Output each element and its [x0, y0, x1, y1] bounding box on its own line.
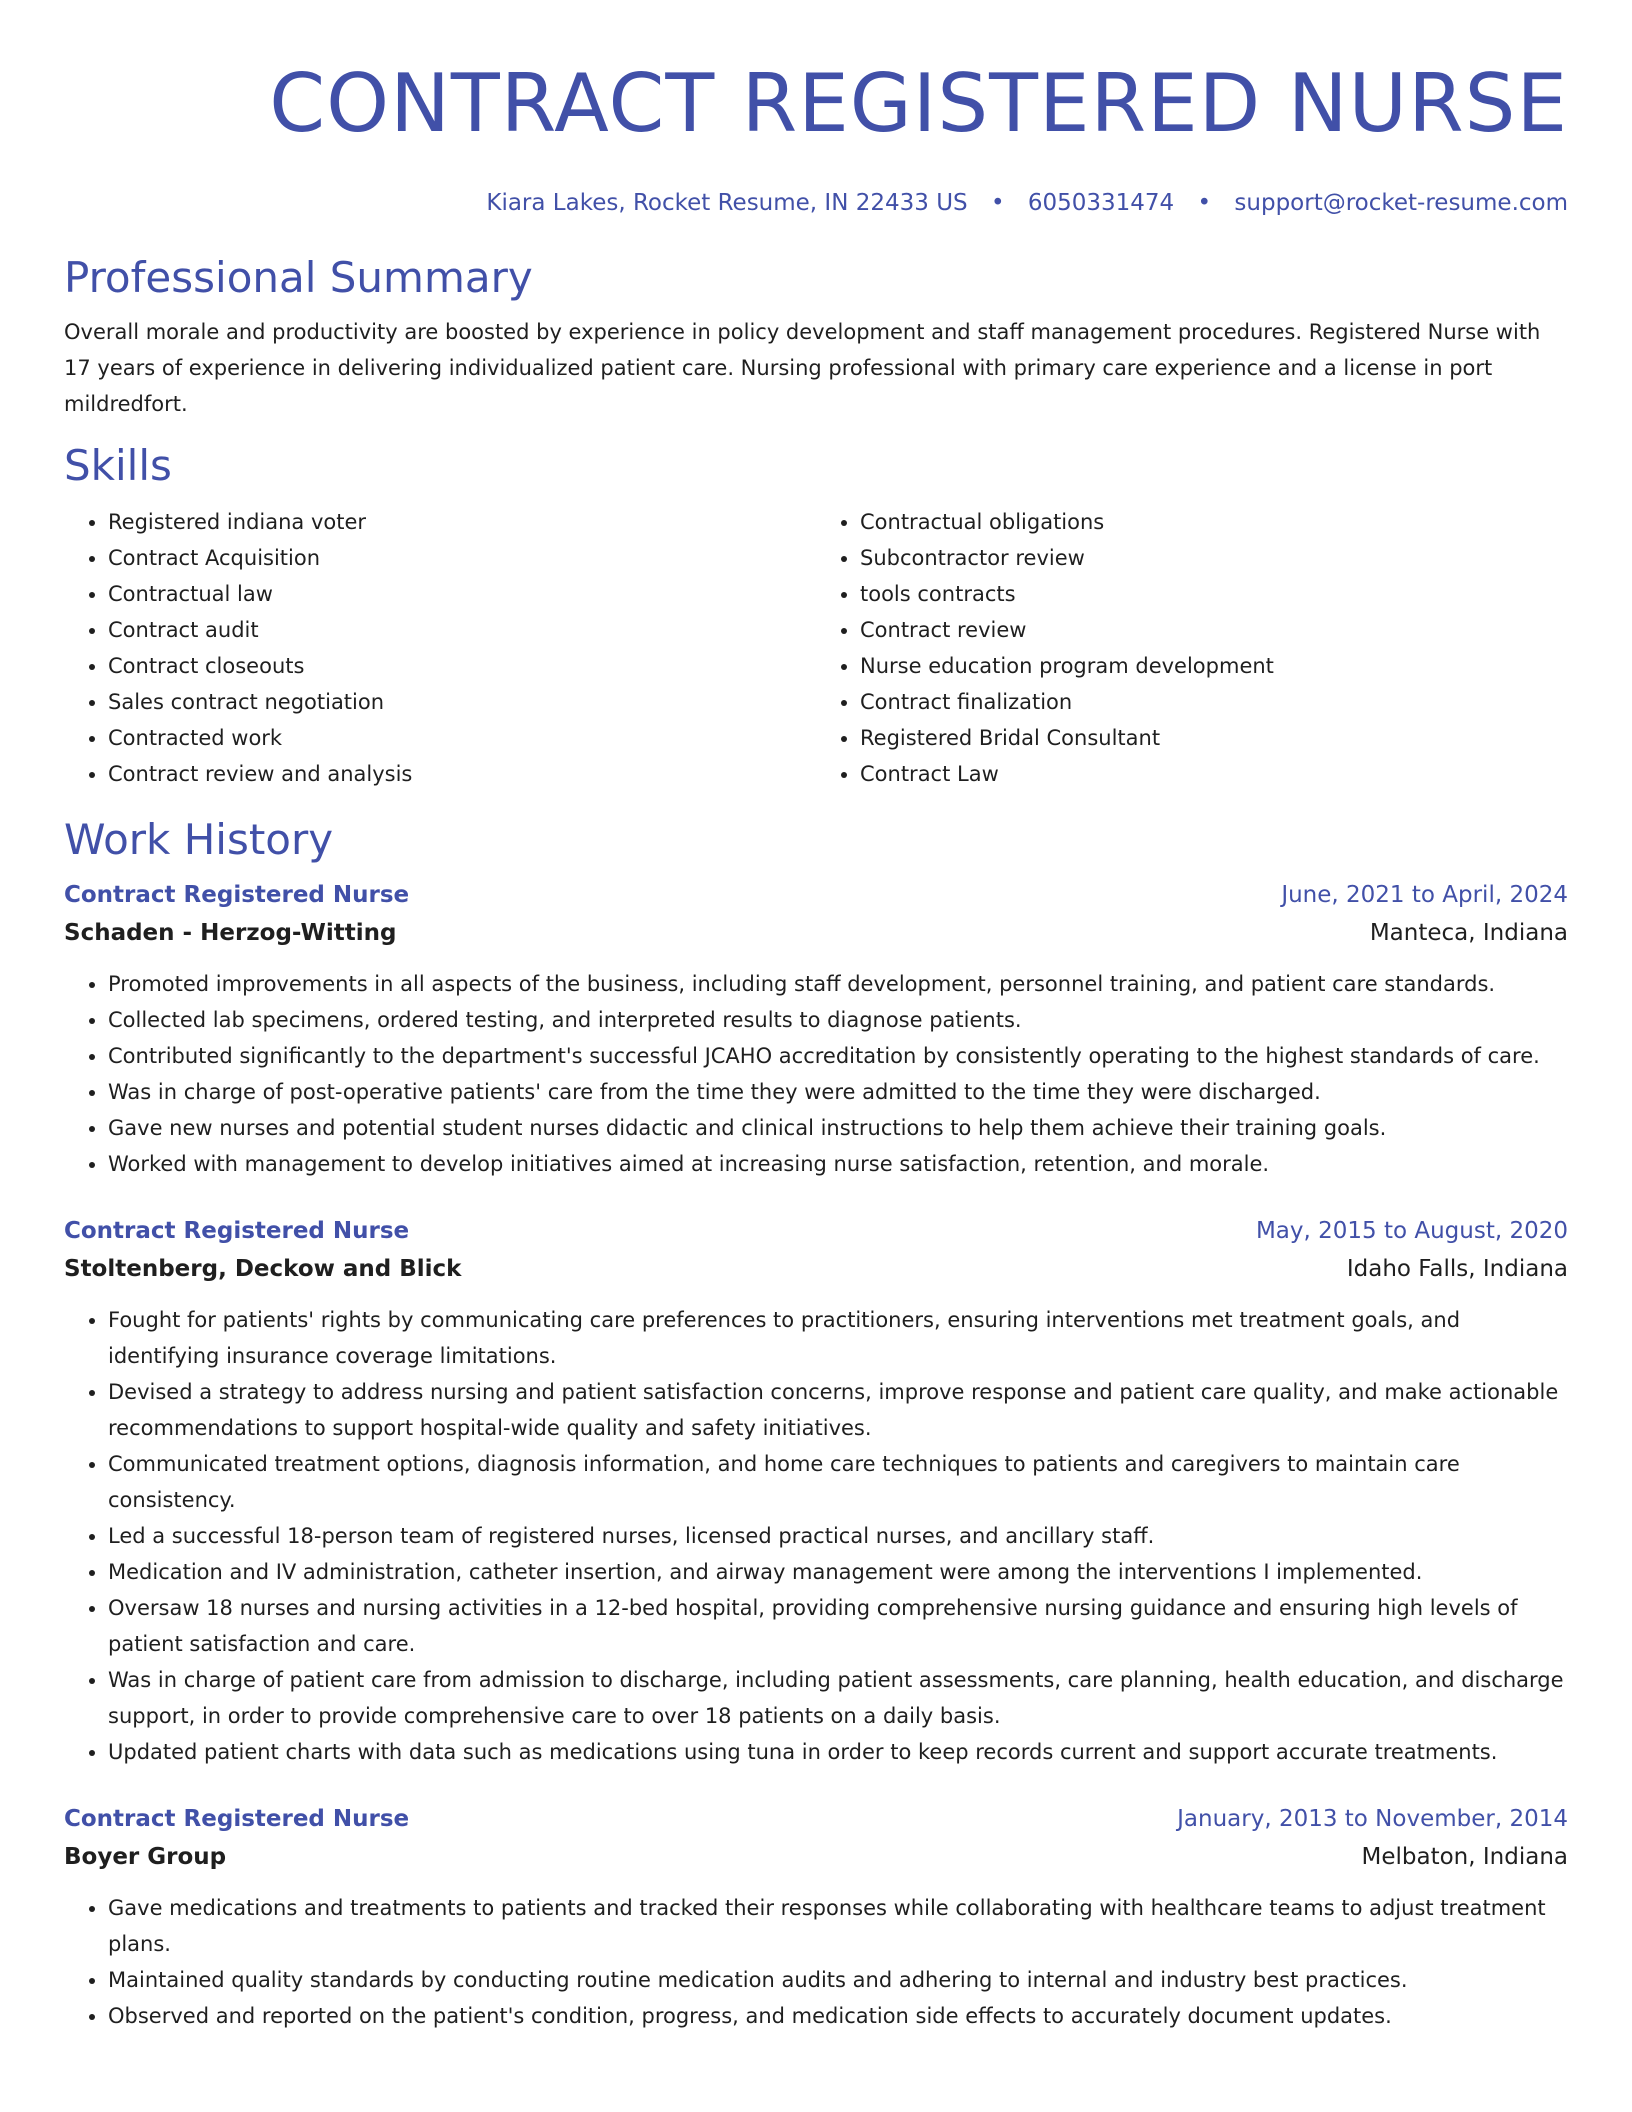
job-header [64, 1212, 1568, 1250]
job-entry [64, 876, 1568, 1182]
job-company: Boyer Group [64, 1844, 227, 1870]
job-bullets [64, 966, 1568, 1182]
job-subheader [64, 914, 1568, 952]
job-bullet: • Promoted improvements in all aspects of the business, including staff development, personnel training, and patient care standards. [108, 966, 1568, 1002]
job-bullet: • Gave new nurses and potential student nurses didactic and clinical instructions to help them achieve their training goals. [108, 1110, 1568, 1146]
skill-item: • Sales contract negotiation [108, 684, 816, 720]
job-dates: May, 2015 to August, 2020 [1255, 1218, 1568, 1244]
job-bullet: • Was in charge of patient care from admission to discharge, including patient assessments, care planning, health education, and discharge support, in order to provide comprehensive care to over 18 patients on a daily basis. [108, 1662, 1568, 1734]
skill-item: • Subcontractor review [860, 540, 1568, 576]
skills-columns [64, 504, 1568, 792]
job-bullet: • Oversaw 18 nurses and nursing activities in a 12-bed hospital, providing comprehensive nursing guidance and ensuring high levels of patient satisfaction and care. [108, 1590, 1568, 1662]
skill-item: • Registered indiana voter [108, 504, 816, 540]
job-bullet: • Led a successful 18-person team of registered nurses, licensed practical nurses, and ancillary staff. [108, 1518, 1568, 1554]
job-dates: June, 2021 to April, 2024 [1281, 882, 1568, 908]
job-bullets [64, 1302, 1568, 1770]
job-bullet: • Gave medications and treatments to patients and tracked their responses while collaborating with healthcare teams to adjust treatment plans. [108, 1890, 1568, 1962]
summary-text: Overall morale and productivity are boosted by experience in policy development and staff management procedures. Registered Nurse with 17 years of experience in delivering individualized patient care. Nursing professional with primary care experience and a license in port mildredfort. [64, 320, 1541, 416]
job-bullet: • Observed and reported on the patient's condition, progress, and medication side effects to accurately document updates. [108, 1998, 1568, 2034]
job-bullet: • Contributed significantly to the department's successful JCAHO accreditation by consistently operating to the highest standards of care. [108, 1038, 1568, 1074]
job-bullet: • Was in charge of post-operative patients' care from the time they were admitted to the time they were discharged. [108, 1074, 1568, 1110]
resume-header [64, 0, 1568, 218]
contact-email: support@rocket-resume.com [1234, 190, 1568, 216]
job-dates: January, 2013 to November, 2014 [1177, 1806, 1568, 1832]
contact-phone: 6050331474 [1027, 190, 1175, 216]
skill-item: • Contract Law [860, 756, 1568, 792]
job-company: Stoltenberg, Deckow and Blick [64, 1256, 462, 1282]
skill-item: • Nurse education program development [860, 648, 1568, 684]
contact-separator: • [990, 190, 1005, 216]
job-bullets [64, 1890, 1568, 2034]
work-section [64, 814, 1568, 2034]
contact-address: Kiara Lakes, Rocket Resume, IN 22433 US [486, 190, 968, 216]
job-entry [64, 1800, 1568, 2034]
job-company: Schaden - Herzog-Witting [64, 920, 397, 946]
skill-item: • Registered Bridal Consultant [860, 720, 1568, 756]
skills-right-list [816, 504, 1568, 792]
job-bullet: • Devised a strategy to address nursing and patient satisfaction concerns, improve response and patient care quality, and make actionable recommendations to support hospital-wide quality and safety initiatives. [108, 1374, 1568, 1446]
skill-item: • Contract audit [108, 612, 816, 648]
skill-item: • Contract review and analysis [108, 756, 816, 792]
skill-item: • Contract review [860, 612, 1568, 648]
job-title: Contract Registered Nurse [64, 882, 410, 908]
job-bullet: • Maintained quality standards by conducting routine medication audits and adhering to internal and industry best practices. [108, 1962, 1568, 1998]
skill-item: • Contract Acquisition [108, 540, 816, 576]
job-title: Contract Registered Nurse [64, 1218, 410, 1244]
job-bullet: • Updated patient charts with data such as medications using tuna in order to keep records current and support accurate treatments. [108, 1734, 1568, 1770]
job-location: Manteca, Indiana [1369, 920, 1568, 946]
job-bullet: • Worked with management to develop initiatives aimed at increasing nurse satisfaction, retention, and morale. [108, 1146, 1568, 1182]
skill-item: • tools contracts [860, 576, 1568, 612]
job-header [64, 876, 1568, 914]
skill-item: • Contractual law [108, 576, 816, 612]
skills-left-list [64, 504, 816, 792]
job-location: Idaho Falls, Indiana [1346, 1256, 1568, 1282]
job-title: Contract Registered Nurse [64, 1806, 410, 1832]
skill-item: • Contractual obligations [860, 504, 1568, 540]
job-entry [64, 1212, 1568, 1770]
resume-title: CONTRACT REGISTERED NURSE [269, 57, 1568, 150]
job-header [64, 1800, 1568, 1838]
skills-section [64, 440, 1568, 792]
job-subheader [64, 1838, 1568, 1876]
skill-item: • Contracted work [108, 720, 816, 756]
job-bullet: • Medication and IV administration, catheter insertion, and airway management were among the interventions I implemented. [108, 1554, 1568, 1590]
contact-separator: • [1197, 190, 1212, 216]
contact-line [64, 188, 1568, 218]
job-subheader [64, 1250, 1568, 1288]
job-location: Melbaton, Indiana [1361, 1844, 1568, 1870]
summary-section [64, 252, 1568, 422]
job-bullet: • Communicated treatment options, diagnosis information, and home care techniques to patients and caregivers to maintain care consistency. [108, 1446, 1568, 1518]
job-bullet: • Fought for patients' rights by communicating care preferences to practitioners, ensuring interventions met treatment goals, and identifying insurance coverage limitations. [108, 1302, 1568, 1374]
skill-item: • Contract finalization [860, 684, 1568, 720]
summary-heading: Professional Summary [64, 253, 533, 302]
job-bullet: • Collected lab specimens, ordered testing, and interpreted results to diagnose patients. [108, 1002, 1568, 1038]
skills-heading: Skills [64, 441, 172, 490]
skill-item: • Contract closeouts [108, 648, 816, 684]
work-heading: Work History [64, 815, 334, 864]
